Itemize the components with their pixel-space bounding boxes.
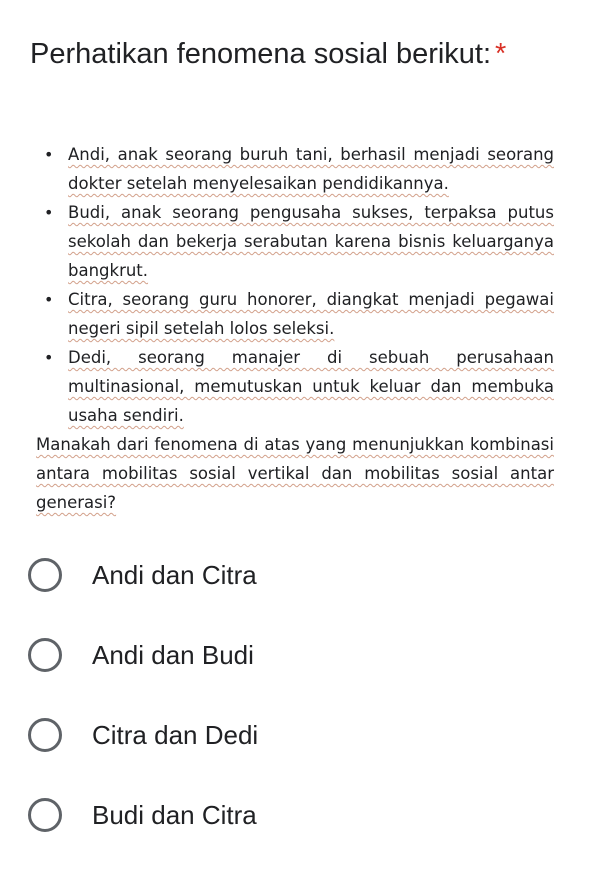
question-title <box>30 34 590 74</box>
radio-button[interactable] <box>28 638 62 672</box>
question-prompt-text: Manakah dari fenomena di atas yang menunjukkan kombinasi antara mobilitas sosial vertikal dan mobilitas sosial antar generasi? <box>36 435 554 512</box>
list-item-dedi <box>36 343 554 430</box>
list-item-andi <box>36 140 554 198</box>
list-item-text: Citra, seorang guru honorer, diangkat menjadi pegawai negeri sipil setelah lolos seleksi. <box>68 290 554 338</box>
question-title-text: Perhatikan fenomena sosial berikut: <box>30 38 492 70</box>
list-item-text: Budi, anak seorang pengusaha sukses, terpaksa putus sekolah dan bekerja serabutan karena bisnis keluarganya bangkrut. <box>68 203 554 280</box>
required-marker: * <box>495 38 507 70</box>
option-andi-budi[interactable] <box>28 615 588 695</box>
list-item-citra <box>36 285 554 343</box>
option-budi-citra[interactable] <box>28 775 588 855</box>
option-label[interactable]: Andi dan Citra <box>92 559 257 590</box>
question-description <box>36 140 554 517</box>
option-label[interactable]: Budi dan Citra <box>92 799 257 830</box>
list-item-budi <box>36 198 554 285</box>
radio-button[interactable] <box>28 718 62 752</box>
option-label[interactable]: Citra dan Dedi <box>92 719 259 750</box>
option-andi-citra[interactable] <box>28 535 588 615</box>
option-citra-dedi[interactable] <box>28 695 588 775</box>
phenomena-list <box>36 140 554 430</box>
radio-button[interactable] <box>28 798 62 832</box>
option-label[interactable]: Andi dan Budi <box>92 639 254 670</box>
radio-button[interactable] <box>28 558 62 592</box>
question-prompt <box>36 430 554 517</box>
list-item-text: Dedi, seorang manajer di sebuah perusahaan multinasional, memutuskan untuk keluar dan membuka usaha sendiri. <box>68 348 554 425</box>
answer-options <box>28 535 588 855</box>
list-item-text: Andi, anak seorang buruh tani, berhasil menjadi seorang dokter setelah menyelesaikan pendidikannya. <box>68 145 554 193</box>
